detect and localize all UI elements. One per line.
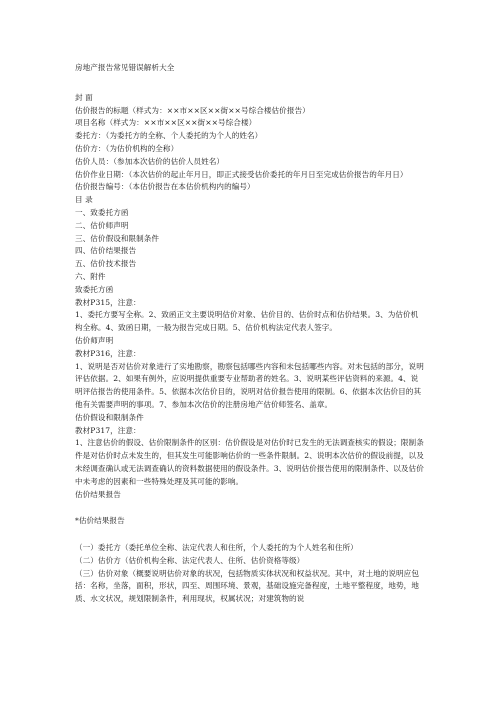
paragraph: 1、说明是否对估价对象进行了实地勘察，勘察包括哪些内容和未包括哪些内容。对未包括的部分，说明评估依据。2、如果有例外，应说明提供重要专业帮助者的姓名。3、说明某些评估资料的来源。4、说明评估报告的使用条件。5、依据本次估价目的，说明对估价报告使用的限制。6、依据本次估价目的其他有关需要声明的事项。7、参加本次估价的注册房地产估价师签名、盖章。 — [75, 361, 424, 409]
reference-note: 教材P315，注意： — [75, 297, 141, 307]
text-line: 估价作业日期：（本次估价的起止年月日，即正式接受估价委托的年月日至完成估价报告的年月日） — [75, 169, 408, 179]
toc-item: 一、致委托方函 — [75, 207, 129, 217]
reference-note: 教材P317，注意： — [75, 425, 141, 435]
section-title: *估价结果报告 — [75, 516, 125, 526]
text-line: 估价人员：（参加本次估价的估价人员姓名） — [75, 156, 225, 166]
section-heading: 估价师声明 — [75, 335, 114, 345]
toc-heading: 目 录 — [75, 195, 93, 205]
list-item: （三）估价对象（概要说明估价对象的状况，包括物质实体状况和权益状况。其中，对土地的说明应包括：名称，坐落，面积，形状，四至、周围环境、景观，基础设施完备程度，土地平整程度，地势，地质、水文状况，规划限制条件，利用现状，权属状况；对建筑物的说 — [75, 568, 419, 604]
toc-item: 五、估价技术报告 — [75, 259, 137, 269]
paragraph: 1、注意估价的假设、估价限制条件的区别：估价假设是对估价时已发生的无法调查核实的假设；限制条件是对估价时点未发生的，但其发生可能影响估价的一些条件限制。2、说明本次估价的假设前提，以及未经调查确认或无法调查确认的资料数据使用的假设条件。3、说明估价报告使用的限制条件、以及估价中未考虑的因素和一些特殊处理及其可能的影响。 — [75, 438, 424, 486]
text-line: 估价报告编号：（本估价报告在本估价机构内的编号） — [75, 182, 255, 192]
toc-item: 三、估价假设和限制条件 — [75, 233, 160, 243]
list-item: （一）委托方（委托单位全称、法定代表人和住所，个人委托的为个人姓名和住所） — [75, 543, 358, 553]
text-line: 估价报告的标题（样式为：××市××区××街××号综合楼估价报告） — [75, 105, 310, 115]
cover-heading: 封 面 — [75, 92, 93, 102]
list-item: （二）估价方（估价机构全称、法定代表人、住所、估价资格等级） — [75, 555, 305, 565]
toc-item: 二、估价师声明 — [75, 220, 129, 230]
text-line: 委托方：（为委托方的全称、个人委托的为个人的姓名） — [75, 131, 263, 141]
paragraph: 1、委托方要写全称。2、致函正文主要说明估价对象、估价目的、估价时点和估价结果。3、为估价机构全称。4、致函日期，一般为报告完成日期。5、估价机构法定代表人签字。 — [75, 310, 419, 333]
text-line: 项目名称（样式为：××市××区××街××号综合楼） — [75, 118, 257, 128]
section-heading: 估价假设和限制条件 — [75, 412, 144, 422]
document-title: 房地产报告常见错误解析大全 — [75, 63, 175, 72]
section-heading: 估价结果报告 — [75, 489, 121, 499]
text-line: 估价方：（为估价机构的全称） — [75, 143, 179, 153]
toc-item: 六、附件 — [75, 271, 106, 281]
document-body — [75, 62, 425, 606]
toc-item: 四、估价结果报告 — [75, 246, 137, 256]
reference-note: 教材P316，注意： — [75, 348, 141, 358]
section-heading: 致委托方函 — [75, 284, 114, 294]
